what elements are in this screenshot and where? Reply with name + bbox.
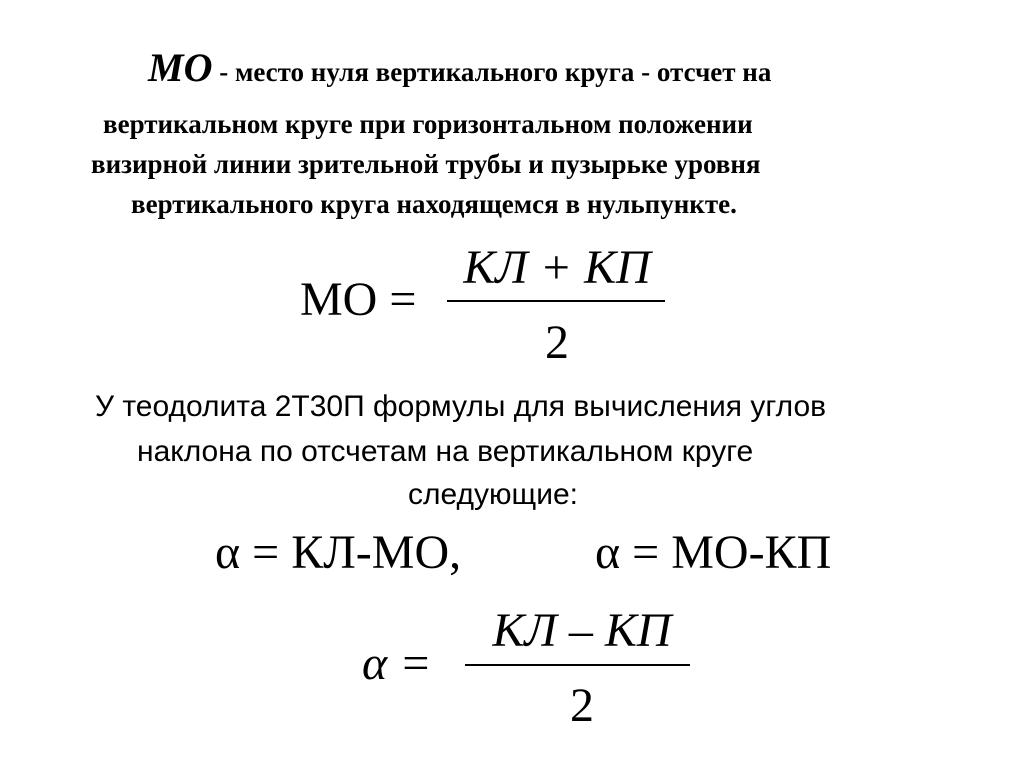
paragraph-line-2: наклона по отсчетам на вертикальном круге	[137, 435, 754, 468]
formula-mo-lhs: МО =	[300, 273, 417, 326]
definition-line-1-text: - место нуля вертикального круга - отсчет на	[212, 57, 772, 87]
formula-mo-denominator: 2	[545, 316, 569, 369]
paragraph-line-1: У теодолита 2Т30П формулы для вычисления углов	[95, 390, 827, 423]
formula-alpha-numerator: КЛ – КП	[492, 604, 672, 657]
alpha-formula-left: α = КЛ-МО,	[215, 526, 462, 579]
definition-line-3: визирной линии зрительной трубы и пузырьке уровня	[91, 149, 761, 179]
formula-alpha-fraction-bar	[465, 664, 690, 666]
definition-line-1	[148, 45, 772, 90]
definition-line-2: вертикальном круге при горизонтальном положении	[103, 109, 753, 139]
definition-line-4: вертикального круга находящемся в нульпункте.	[131, 189, 737, 219]
formula-alpha-denominator: 2	[570, 679, 594, 732]
mo-term: МО	[148, 45, 213, 90]
alpha-formula-right: α = МО-КП	[595, 526, 832, 579]
paragraph-line-3: следующие:	[408, 478, 578, 511]
formula-mo-fraction-bar	[447, 300, 665, 302]
formula-alpha-lhs: α =	[362, 637, 432, 690]
formula-mo-numerator: КЛ + КП	[463, 241, 651, 294]
